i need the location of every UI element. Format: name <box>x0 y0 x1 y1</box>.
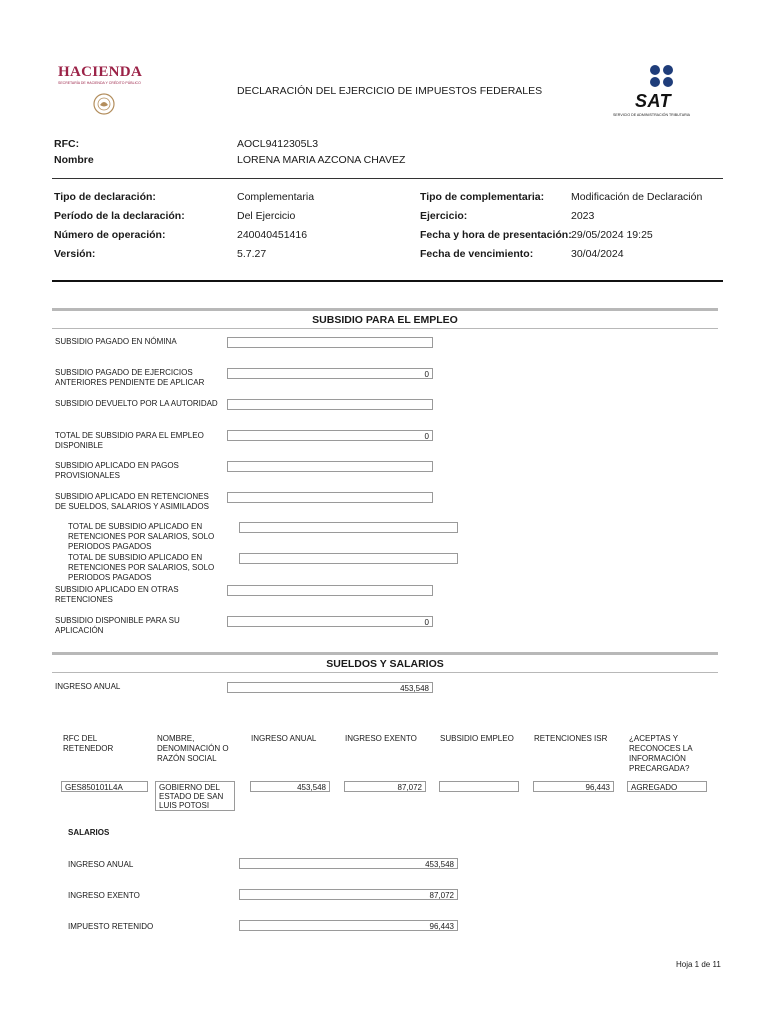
salarios-row-field[interactable]: 87,072 <box>239 889 458 900</box>
salarios-title: SALARIOS <box>68 828 110 837</box>
hacienda-logo-text: HACIENDA <box>58 64 143 80</box>
table-cell-retenciones-isr[interactable]: 96,443 <box>533 781 614 792</box>
table-cell-ingreso-anual[interactable]: 453,548 <box>250 781 330 792</box>
salarios-row-field[interactable]: 453,548 <box>239 858 458 869</box>
sat-logo-text: SAT <box>635 91 672 111</box>
sat-logo-subtitle: SERVICIO DE ADMINISTRACIÓN TRIBUTARIA <box>613 113 691 117</box>
table-header: NOMBRE, DENOMINACIÓN O RAZÓN SOCIAL <box>157 734 229 763</box>
table-header: SUBSIDIO EMPLEO <box>440 734 514 743</box>
fecha-presentacion-label: Fecha y hora de presentación: <box>420 229 572 241</box>
subsidio-row-field[interactable]: 0 <box>227 368 433 379</box>
subsidio-row-label: SUBSIDIO PAGADO EN NÓMINA <box>55 337 177 346</box>
table-cell-nombre[interactable]: GOBIERNO DEL ESTADO DE SAN LUIS POTOSI <box>155 781 235 811</box>
ejercicio-label: Ejercicio: <box>420 210 468 222</box>
fecha-presentacion-value: 29/05/2024 19:25 <box>571 229 653 241</box>
name-label: Nombre <box>54 154 94 166</box>
section-header-subsidio <box>52 308 718 329</box>
table-header: INGRESO EXENTO <box>345 734 417 743</box>
table-cell-ingreso-exento[interactable]: 87,072 <box>344 781 426 792</box>
subsidio-row-label: TOTAL DE SUBSIDIO APLICADO EN RETENCIONES POR SALARIOS, SOLO PERIODOS PAGADOS <box>68 553 215 582</box>
salarios-row-field[interactable]: 96,443 <box>239 920 458 931</box>
subsidio-row-label: SUBSIDIO APLICADO EN PAGOS PROVISIONALES <box>55 461 179 480</box>
version-value: 5.7.27 <box>237 248 267 260</box>
fecha-vencimiento-value: 30/04/2024 <box>571 248 624 260</box>
subsidio-row-field[interactable] <box>227 492 433 503</box>
subsidio-row-field[interactable] <box>227 585 433 596</box>
subsidio-row-field[interactable] <box>239 522 458 533</box>
table-cell-aceptas[interactable]: AGREGADO <box>627 781 707 792</box>
version-label: Versión: <box>54 248 96 260</box>
tipo-complementaria-value: Modificación de Declaración <box>571 191 703 203</box>
subsidio-row-field[interactable]: 0 <box>227 430 433 441</box>
tipo-complementaria-label: Tipo de complementaria: <box>420 191 545 203</box>
periodo-value: Del Ejercicio <box>237 210 296 222</box>
periodo-label: Período de la declaración: <box>54 210 185 222</box>
page-number: Hoja 1 de 11 <box>676 960 721 969</box>
tipo-declaracion-value: Complementaria <box>237 191 315 203</box>
salarios-row-label: INGRESO EXENTO <box>68 891 140 900</box>
subsidio-row-label: TOTAL DE SUBSIDIO APLICADO EN RETENCIONES POR SALARIOS, SOLO PERIODOS PAGADOS <box>68 522 215 551</box>
ingreso-anual-label: INGRESO ANUAL <box>55 682 121 691</box>
section-title: SUBSIDIO PARA EL EMPLEO <box>312 314 458 326</box>
ejercicio-value: 2023 <box>571 210 595 222</box>
subsidio-row-label: SUBSIDIO APLICADO EN RETENCIONES DE SUELDOS, SALARIOS Y ASIMILADOS <box>55 492 209 511</box>
national-seal-icon <box>92 92 116 116</box>
tipo-declaracion-label: Tipo de declaración: <box>54 191 156 203</box>
table-cell-subsidio-empleo[interactable] <box>439 781 519 792</box>
salarios-row-label: IMPUESTO RETENIDO <box>68 922 154 931</box>
subsidio-row-field[interactable] <box>227 399 433 410</box>
numero-operacion-value: 240040451416 <box>237 229 308 241</box>
document-title: DECLARACIÓN DEL EJERCICIO DE IMPUESTOS FEDERALES <box>237 85 543 97</box>
subsidio-row-label: SUBSIDIO DEVUELTO POR LA AUTORIDAD <box>55 399 218 408</box>
rfc-value: AOCL9412305L3 <box>237 138 319 150</box>
section-header-sueldos <box>52 652 718 673</box>
section-title: SUELDOS Y SALARIOS <box>326 658 444 670</box>
sat-dots-icon <box>647 64 677 94</box>
subsidio-row-field[interactable] <box>227 461 433 472</box>
table-cell-rfc[interactable]: GES850101L4A <box>61 781 148 792</box>
numero-operacion-label: Número de operación: <box>54 229 166 241</box>
hacienda-logo-subtitle: SECRETARÍA DE HACIENDA Y CRÉDITO PÚBLICO <box>58 81 141 85</box>
table-header: ¿ACEPTAS Y RECONOCES LA INFORMACIÓN PRECARGADA? <box>629 734 693 773</box>
divider <box>52 178 723 179</box>
subsidio-row-label: TOTAL DE SUBSIDIO PARA EL EMPLEO DISPONIBLE <box>55 431 204 450</box>
subsidio-row-field[interactable] <box>239 553 458 564</box>
name-value: LORENA MARIA AZCONA CHAVEZ <box>237 154 406 166</box>
divider <box>52 280 723 282</box>
subsidio-row-label: SUBSIDIO APLICADO EN OTRAS RETENCIONES <box>55 585 179 604</box>
rfc-label: RFC: <box>54 138 80 150</box>
sat-logo <box>613 64 713 122</box>
table-header: RETENCIONES ISR <box>534 734 608 743</box>
ingreso-anual-field[interactable]: 453,548 <box>227 682 433 693</box>
subsidio-row-label: SUBSIDIO PAGADO DE EJERCICIOS ANTERIORES PENDIENTE DE APLICAR <box>55 368 205 387</box>
fecha-vencimiento-label: Fecha de vencimiento: <box>420 248 534 260</box>
table-header: INGRESO ANUAL <box>251 734 317 743</box>
table-header: RFC DEL RETENEDOR <box>63 734 114 753</box>
subsidio-row-label: SUBSIDIO DISPONIBLE PARA SU APLICACIÓN <box>55 616 180 635</box>
subsidio-row-field[interactable] <box>227 337 433 348</box>
subsidio-row-field[interactable]: 0 <box>227 616 433 627</box>
salarios-row-label: INGRESO ANUAL <box>68 860 134 869</box>
hacienda-logo <box>58 64 158 122</box>
